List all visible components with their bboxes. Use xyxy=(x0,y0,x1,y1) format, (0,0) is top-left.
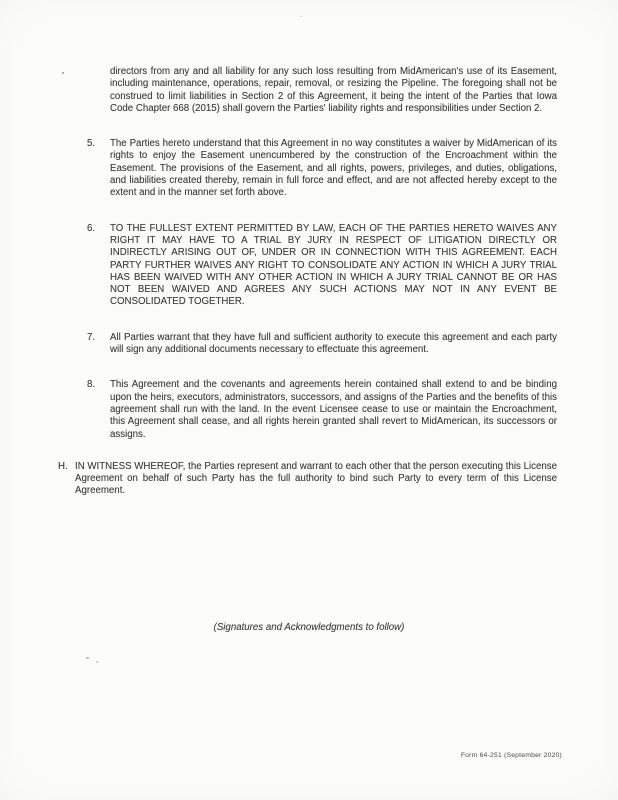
list-number: 5. xyxy=(87,138,96,150)
section-h-text: IN WITNESS WHEREOF, the Parties represent and warrant to each other that the person executing this License Agreement on behalf of such Party has the full authority to bind such Party to every term of this License Agreement. xyxy=(75,460,557,497)
list-item-5 xyxy=(87,138,557,199)
list-item-6 xyxy=(87,222,557,309)
list-item-8 xyxy=(87,379,557,440)
form-number-footer: Form 64-251 (September 2020) xyxy=(460,752,562,759)
document-body xyxy=(58,66,557,498)
section-h xyxy=(58,461,557,498)
list-item-text: The Parties hereto understand that this Agreement in no way constitutes a waiver by MidAmerican of its rights to enjoy the Easement unencumbered by the construction of the Encroachment within the Easement. The provisions of the Easement, and all rights, powers, privileges, and duties, obligations, and liabilities created thereby, remain in full force and effect, and are not affected hereby except to the extent and in the manner set forth above. xyxy=(110,138,557,199)
scan-speck xyxy=(96,661,98,663)
list-item-text: This Agreement and the covenants and agreements herein contained shall extend to and be binding upon the heirs, executors, administrators, successors, and assigns of the Parties and the benefits of this agreement shall run with the land. In the event Licensee cease to use or maintain the Encroachment, this Agreement shall cease, and all rights herein granted shall revert to MidAmerican, its successors or assigns. xyxy=(110,379,557,440)
section-h-label: H. xyxy=(58,460,68,472)
list-number: 7. xyxy=(87,331,96,343)
scan-speck xyxy=(300,16,302,17)
signatures-note: (Signatures and Acknowledgments to follow) xyxy=(213,622,405,633)
list-number: 6. xyxy=(87,222,96,234)
list-number: 8. xyxy=(87,379,96,391)
scan-speck xyxy=(62,72,64,74)
list-item-text: TO THE FULLEST EXTENT PERMITTED BY LAW, EACH OF THE PARTIES HERETO WAIVES ANY RIGHT IT MAY HAVE TO A TRIAL BY JURY IN RESPECT OF LITIGATION DIRECTLY OR INDIRECTLY ARISING OUT OF, UNDER OR IN CONNECTION WITH THIS AGREEMENT. EACH PARTY FURTHER WAIVES ANY RIGHT TO CONSOLIDATE ANY ACTION IN WHICH A JURY TRIAL HAS BEEN WAIVED WITH ANY OTHER ACTION IN WHICH A JURY TRIAL CANNOT BE OR HAS NOT BEEN WAIVED AND AGREES ANY SUCH ACTIONS MAY NOT IN ANY EVENT BE CONSOLIDATED TOGETHER. xyxy=(110,222,557,308)
continuation-paragraph: directors from any and all liability for any such loss resulting from MidAmerican's use of its Easement, including maintenance, operations, repair, removal, or resizing the Pipeline. The foregoing shall not be construed to limit liabilities in Section 2 of this Agreement, it being the intent of the Parties that Iowa Code Chapter 668 (2015) shall govern the Parties' liability rights and responsibilities under Section 2. xyxy=(110,66,557,114)
scan-speck xyxy=(86,657,89,659)
list-item-text: All Parties warrant that they have full and sufficient authority to execute this agreement and each party will sign any additional documents necessary to effectuate this agreement. xyxy=(110,331,557,356)
list-item-7 xyxy=(87,331,557,357)
